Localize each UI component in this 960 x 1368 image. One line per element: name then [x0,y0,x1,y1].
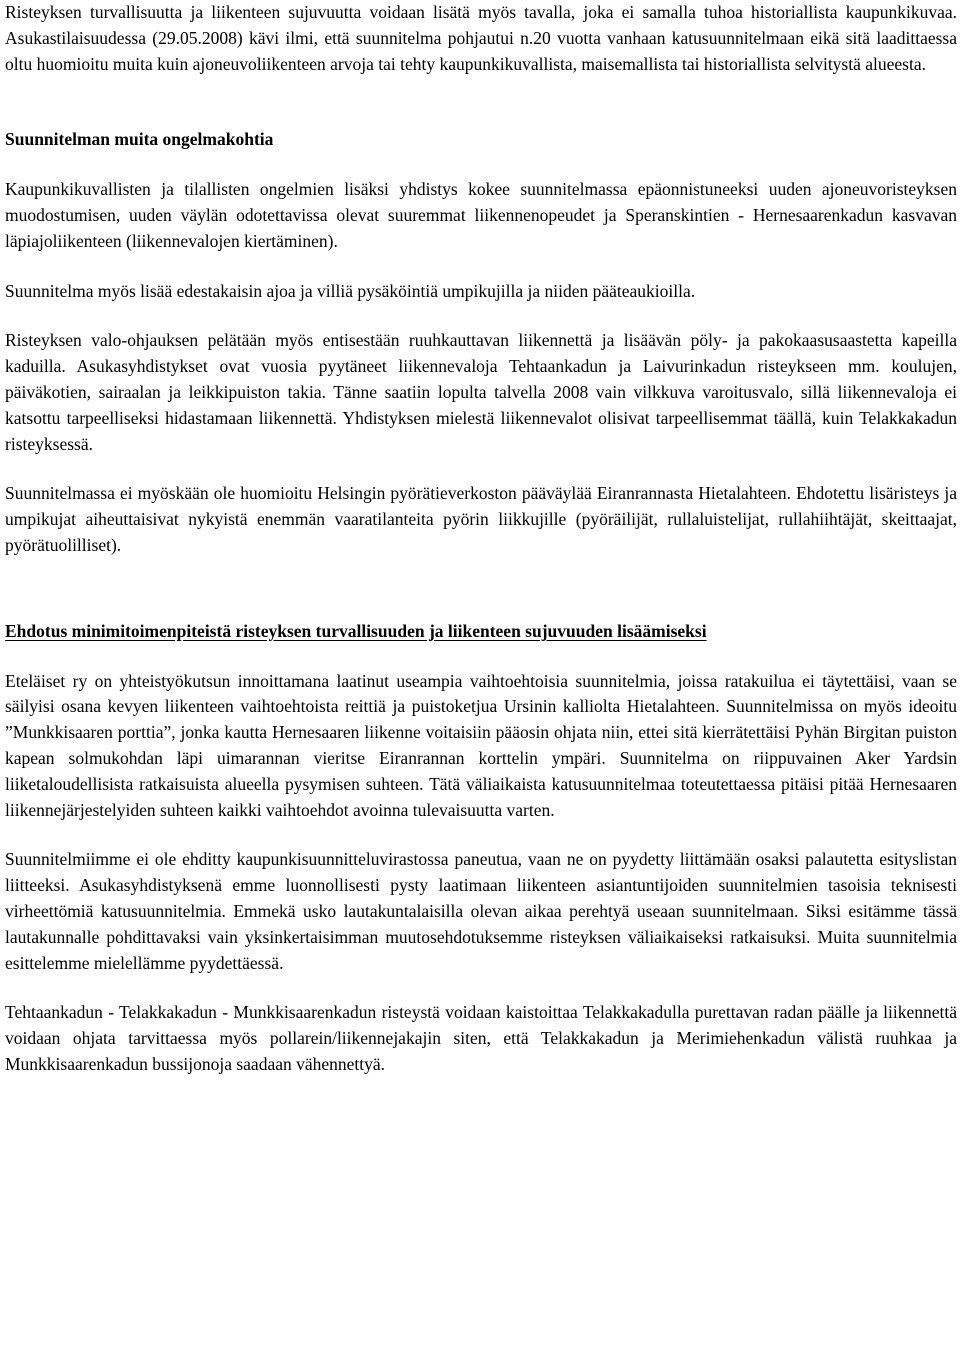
paragraph-cycle-route: Suunnitelmassa ei myöskään ole huomioitu Helsingin pyörätieverkoston pääväylää Eiranrannasta Hietalahteen. Ehdotettu lisäristeys ja umpikujat aiheuttaisivat nykyistä enemmän vaaratilanteita pyörin liikkujille (pyöräilijät, rullaluistelijat, rullahiihtäjät, skeittaajat, pyörätuolilliset). [5,483,957,555]
paragraph-dead-ends: Suunnitelma myös lisää edestakaisin ajoa ja villiä pysäköintiä umpikujilla ja niiden pääteaukioilla. [5,280,696,301]
paragraph-problems: Kaupunkikuvallisten ja tilallisten ongelmien lisäksi yhdistys kokee suunnitelmassa epäonnistuneeksi uuden ajoneuvoristeyksen muodostumisen, uuden väylän odotettavissa olevat suuremmat liikennenopeudet ja Speranskintien - Hernesaarenkadun kasvavan läpiajoliikenteen (liikennevalojen kiertäminen). [5,179,957,251]
section-heading-proposal: Ehdotus minimitoimenpiteistä risteyksen turvallisuuden ja liikenteen sujuvuuden lisäämiseksi [5,620,707,641]
section-heading-problems: Suunnitelman muita ongelmakohtia [5,129,274,150]
document-page [5,0,957,1078]
paragraph-intro: Risteyksen turvallisuutta ja liikenteen sujuvuutta voidaan lisätä myös tavalla, joka ei samalla tuhoa historiallista kaupunkikuvaa. Asukastilaisuudessa (29.05.2008) kävi ilmi, että suunnitelma pohjautui n.20 vuotta vanhaan katusuunnitelmaan eikä sitä laadittaessa oltu huomioitu muita kuin ajoneuvoliikenteen arvoja tai tehty kaupunkikuvallista, maisemallista tai historiallista selvitystä alueesta. [5,2,957,74]
paragraph-traffic-lights: Risteyksen valo-ohjauksen pelätään myös entisestään ruuhkauttavan liikennettä ja lisäävän pöly- ja pakokaasusaastetta kapeilla kaduilla. Asukasyhdistykset ovat vuosia pyytäneet liikennevaloja Tehtaankadun ja Laivurinkadun risteykseen mm. koulujen, päiväkotien, sairaalan ja leikkipuiston takia. Tänne saatiin lopulta talvella 2008 vain vilkkuva varoitusvalo, sillä liikennevaloja ei katsottu tarpeelliseksi hidastamaan liikennettä. Yhdistyksen mielestä liikennevalot olisivat tarpeellisemmat täällä, kuin Telakkakadun risteyksessä. [5,330,957,454]
paragraph-our-plans: Suunnitelmiimme ei ole ehditty kaupunkisuunnitteluvirastossa paneutua, vaan ne on pyydetty liittämään osaksi palautetta esityslistan liitteeksi. Asukasyhdistyksenä emme luonnollisesti pysty laatimaan liikenteen asiantuntijoiden suunnitelmien tasoisia teknisesti virheettömiä katusuunnitelmia. Emmekä usko lautakuntalaisilla olevan aikaa perehtyä useaan suunnitelmaan. Siksi esitämme tässä lautakunnalle pohdittavaksi vain yksinkertaisimman muutosehdotuksemme risteyksen väliaikaiseksi ratkaisuksi. Muita suunnitelmia esittelemme mielellämme pyydettäessä. [5,849,957,973]
paragraph-alternative-plans: Eteläiset ry on yhteistyökutsun innoittamana laatinut useampia vaihtoehtoisia suunnitelmia, joissa ratakuilua ei täytettäisi, vaan se säilyisi osana kevyen liikenteen vaihtoehtoista reittiä ja puistoketjua Ursinin kalliolta Hietalahteen. Suunnitelmissa on myös ideoitu ”Munkkisaaren porttia”, jonka kautta Hernesaaren liikenne voitaisiin pääosin ohjata niin, ettei sitä kierrätettäisi Pyhän Birgitan puiston kapean solmukohdan läpi uimarannan vieritse Eiranrannan korttelin ympäri. Suunnitelma on riippuvainen Aker Yardsin liiketaloudellisista ratkaisuista alueella pysymisen suhteen. Tätä väliaikaista katusuunnitelmaa toteutettaessa pitäisi pitää Hernesaaren liikennejärjestelyiden suhteen kaikki vaihtoehdot avoinna tulevaisuutta varten. [5,670,957,820]
paragraph-intersection-proposal: Tehtaankadun - Telakkakadun - Munkkisaarenkadun risteystä voidaan kaistoittaa Telakkakadulla purettavan radan päälle ja liikennettä voidaan ohjata tarvittaessa myös pollarein/liikennejakajin siten, että Telakkakadun ja Merimiehenkadun välistä ruuhkaa ja Munkkisaarenkadun bussijonoja saadaan vähennettyä. [5,1002,957,1074]
